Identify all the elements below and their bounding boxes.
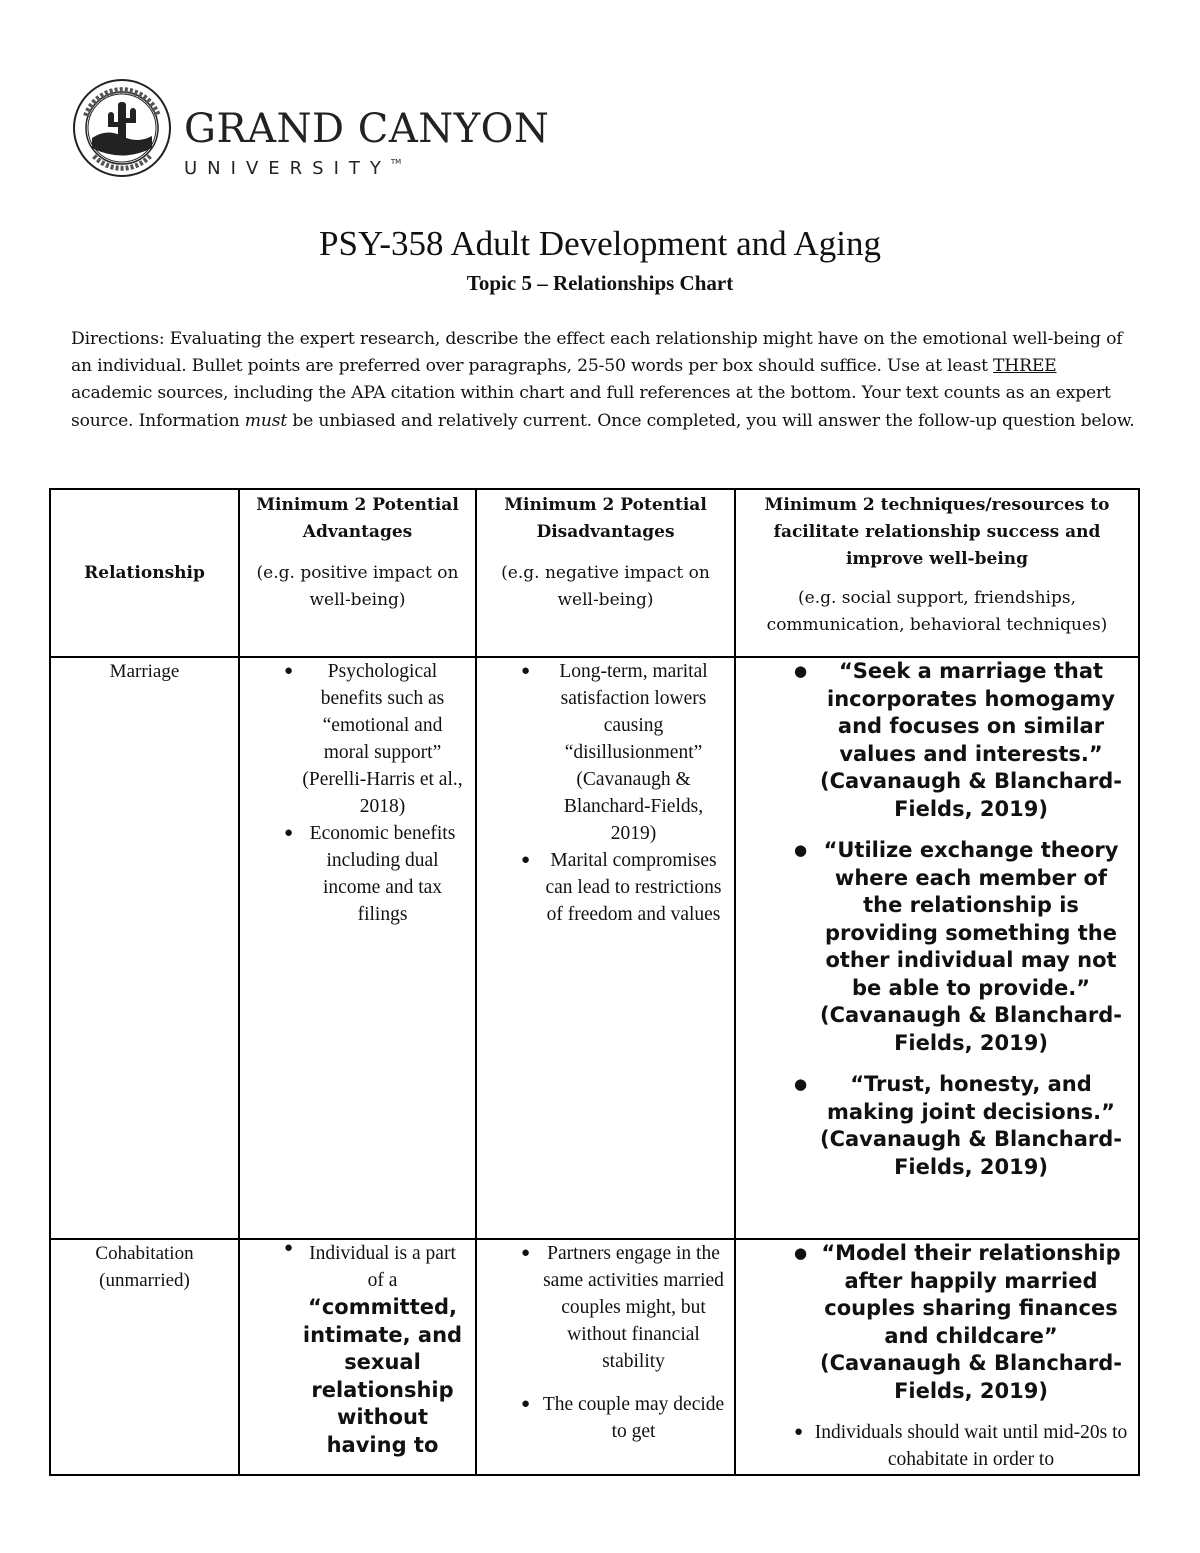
bullet-icon: ● bbox=[284, 663, 294, 679]
list-item: ● Individual is a part of a “committed, intimate, and sexual relationship without having to bbox=[284, 1240, 463, 1457]
bullet-icon: ● bbox=[521, 1245, 531, 1261]
list-item: ● “Seek a marriage that incorporates homogamy and focuses on similar values and interests.” (Cavanaugh & Blanchard-Fields, 2019) bbox=[794, 659, 1123, 821]
relationships-chart-table bbox=[49, 488, 1140, 1476]
bullet-icon: ● bbox=[284, 825, 294, 841]
table-row bbox=[50, 1239, 1139, 1475]
bullet-icon: ● bbox=[794, 1244, 808, 1262]
list-item: ● “Trust, honesty, and making joint decisions.” (Cavanaugh & Blanchard-Fields, 2019) bbox=[794, 1072, 1123, 1179]
bullet-icon: ● bbox=[794, 1075, 808, 1093]
header-disadvantages: Minimum 2 Potential Disadvantages (e.g. negative impact on well-being) bbox=[476, 489, 735, 657]
list-item: ● Individuals should wait until mid-20s to cohabitate in order to bbox=[736, 1419, 1138, 1473]
bullet-icon: ● bbox=[794, 841, 808, 859]
trademark-mark: TM bbox=[390, 158, 402, 166]
cohabitation-advantages-cell bbox=[239, 1239, 476, 1475]
header-row bbox=[50, 489, 1139, 657]
header-advantages-example: (e.g. positive impact on well-being) bbox=[256, 563, 459, 610]
three-emphasis: THREE bbox=[993, 356, 1057, 377]
header-disadvantages-example: (e.g. negative impact on well-being) bbox=[501, 563, 710, 610]
marriage-techniques-cell bbox=[735, 657, 1139, 1239]
bullet-icon: ● bbox=[794, 1424, 804, 1440]
list-item: ● Partners engage in the same activities married couples might, but without financial stability bbox=[477, 1240, 734, 1375]
header-techniques: Minimum 2 techniques/resources to facilitate relationship success and improve well-being (e.g. social support, friendships, communication, behavioral techniques) bbox=[735, 489, 1139, 657]
bullet-icon: ● bbox=[521, 852, 531, 868]
table-row bbox=[50, 657, 1139, 1239]
directions-paragraph: Directions: Evaluating the expert research, describe the effect each relationship might have on the emotional well-being of an individual. Bullet points are preferred over paragraphs, 25-50 words per box should suffice. Use at least THREE academic sources, including the APA citation within chart and full references at the bottom. Your text counts as an expert source. Information must be unbiased and relatively current. Once completed, you will answer the follow-up question below. bbox=[71, 329, 1135, 431]
page-subtitle: Topic 5 – Relationships Chart bbox=[466, 271, 734, 295]
list-item: ● “Utilize exchange theory where each member of the relationship is providing something the other individual may not be able to provide.” (Cavanaugh & Blanchard-Fields, 2019) bbox=[794, 838, 1123, 1055]
bullet-icon: ● bbox=[794, 662, 808, 680]
row-label-cohabitation: Cohabitation (unmarried) bbox=[50, 1239, 239, 1475]
header-relationship: Relationship bbox=[50, 489, 239, 657]
must-emphasis: must bbox=[244, 410, 288, 431]
university-seal-icon bbox=[72, 78, 172, 178]
row-label-marriage: Marriage bbox=[50, 657, 239, 1239]
list-item: ● Psychological benefits such as “emotional and moral support” (Perelli-Harris et al., 2018) bbox=[240, 658, 475, 820]
bullet-icon: ● bbox=[284, 1240, 294, 1256]
header-techniques-example: (e.g. social support, friendships, communication, behavioral techniques) bbox=[766, 588, 1108, 635]
cohabitation-techniques-cell bbox=[735, 1239, 1139, 1475]
header-advantages: Minimum 2 Potential Advantages (e.g. positive impact on well-being) bbox=[239, 489, 476, 657]
bullet-icon: ● bbox=[521, 1396, 531, 1412]
page-title: PSY-358 Adult Development and Aging bbox=[319, 224, 881, 263]
marriage-disadvantages-cell bbox=[476, 657, 735, 1239]
logo-subtitle: UNIVERSITY™ bbox=[184, 158, 402, 179]
list-item: ● Economic benefits including dual income and tax filings bbox=[240, 820, 475, 928]
bullet-icon: ● bbox=[521, 663, 531, 679]
marriage-advantages-cell bbox=[239, 657, 476, 1239]
list-item: ● Long-term, marital satisfaction lowers causing “disillusionment” (Cavanaugh & Blanchard-Fields, 2019) bbox=[477, 658, 734, 847]
university-logo bbox=[72, 78, 552, 178]
logo-name: GRAND CANYON bbox=[184, 106, 550, 152]
list-item: ● “Model their relationship after happily married couples sharing finances and childcare” (Cavanaugh & Blanchard-Fields, 2019) bbox=[794, 1241, 1123, 1403]
list-item: ● The couple may decide to get bbox=[477, 1391, 734, 1445]
list-item: ● Marital compromises can lead to restrictions of freedom and values bbox=[477, 847, 734, 928]
cohabitation-disadvantages-cell bbox=[476, 1239, 735, 1475]
